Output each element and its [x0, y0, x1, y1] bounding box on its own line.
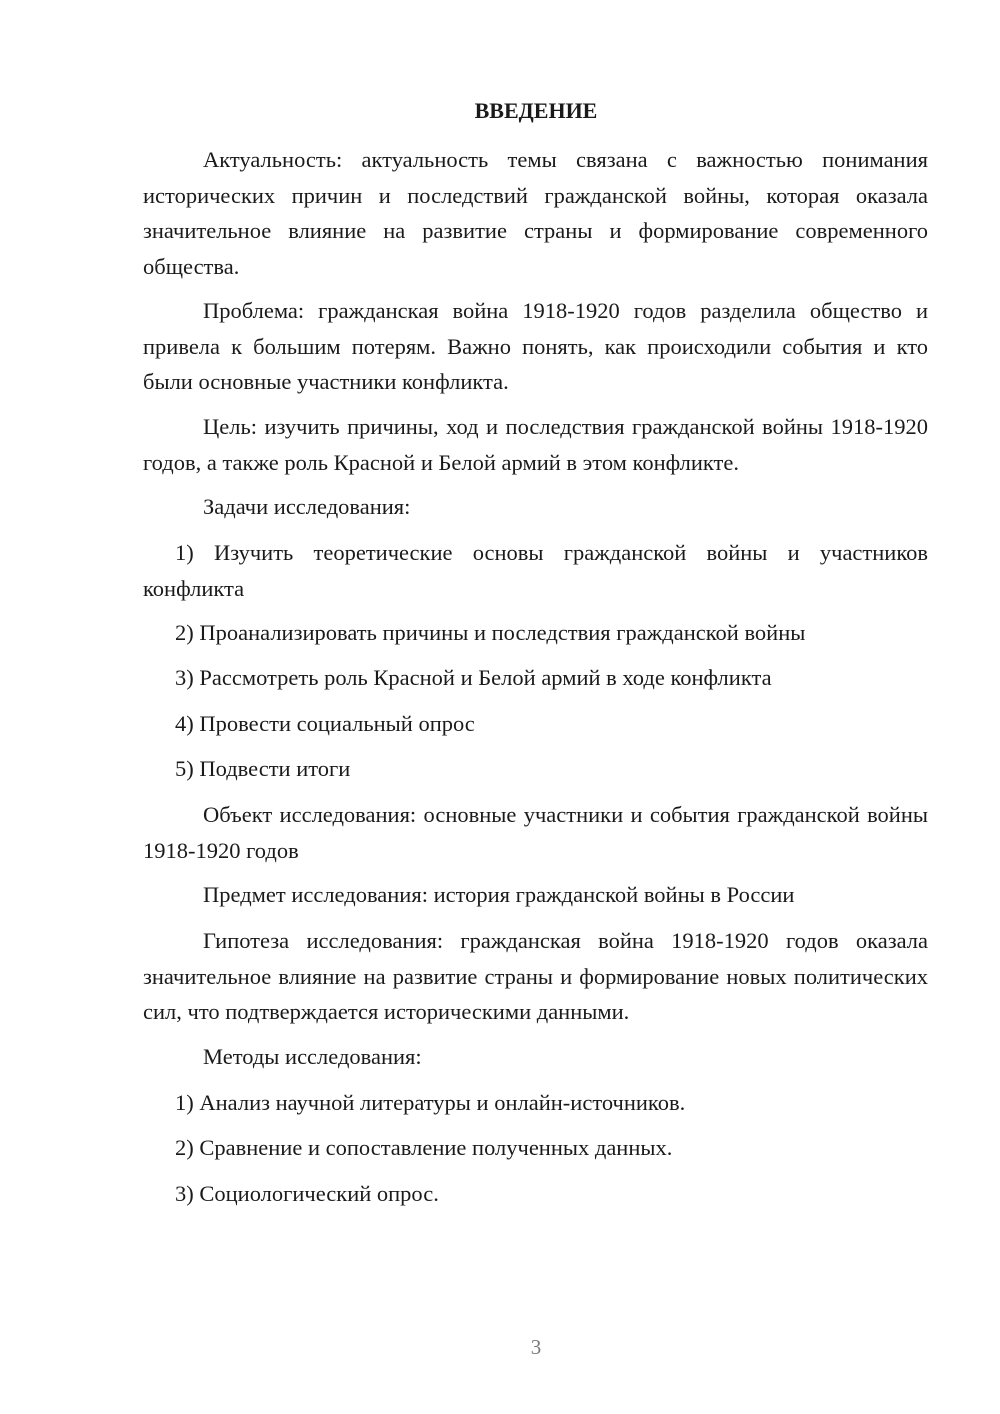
- method-item-1: 1) Анализ научной литературы и онлайн-источников.: [175, 1090, 686, 1115]
- goal-paragraph: Цель: изучить причины, ход и последствия гражданской войны 1918-1920 годов, а также роль Красной и Белой армий в этом конфликте.: [143, 414, 928, 475]
- hypothesis-paragraph: Гипотеза исследования: гражданская война 1918-1920 годов оказала значительное влияние на развитие страны и формирование новых политических сил, что подтверждается историческими данными.: [143, 928, 928, 1024]
- object-paragraph: Объект исследования: основные участники и события гражданской войны 1918-1920 годов: [143, 802, 928, 863]
- task-item-3: 3) Рассмотреть роль Красной и Белой армий в ходе конфликта: [175, 665, 772, 690]
- problem-paragraph: Проблема: гражданская война 1918-1920 годов разделила общество и привела к большим потерям. Важно понять, как происходили события и кто были основные участники конфликта.: [143, 298, 928, 394]
- task-item-5: 5) Подвести итоги: [175, 756, 351, 781]
- page-title: ВВЕДЕНИЕ: [474, 98, 598, 123]
- page-number: 3: [530, 1335, 542, 1359]
- subject-paragraph: Предмет исследования: история гражданской войны в России: [203, 882, 795, 907]
- methods-heading: Методы исследования:: [203, 1044, 422, 1069]
- relevance-paragraph: Актуальность: актуальность темы связана с важностью понимания исторических причин и последствий гражданской войны, которая оказала значительное влияние на развитие страны и формирование современного общества.: [143, 147, 928, 279]
- task-item-4: 4) Провести социальный опрос: [175, 711, 475, 736]
- tasks-heading: Задачи исследования:: [203, 494, 411, 519]
- method-item-3: 3) Социологический опрос.: [175, 1181, 439, 1206]
- task-item-2: 2) Проанализировать причины и последствия гражданской войны: [175, 620, 806, 645]
- method-item-2: 2) Сравнение и сопоставление полученных данных.: [175, 1135, 673, 1160]
- task-item-1: 1) Изучить теоретические основы гражданской войны и участников конфликта: [143, 540, 928, 601]
